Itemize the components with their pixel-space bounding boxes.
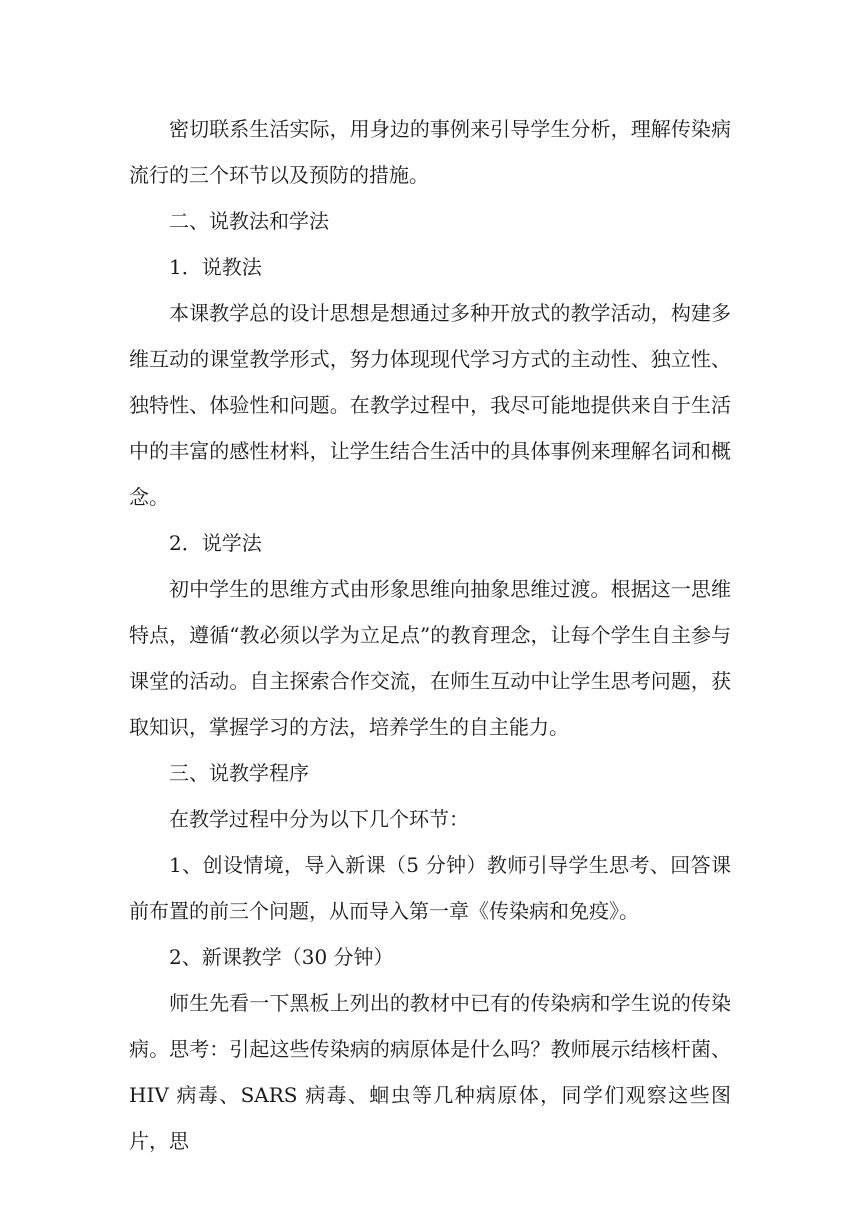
paragraph-procedure-intro: 在教学过程中分为以下几个环节： xyxy=(169,807,469,831)
paragraph-learning-method: 初中学生的思维方式由形象思维向抽象思维过渡。根据这一思维特点，遵循“教必须以学为立足点”的教育理念，让每个学生自主参与课堂的活动。自主探索合作交流，在师生互动中让学生思考问题，获取知识，掌握学习的方法，培养学生的自主能力。 xyxy=(129,577,731,739)
subheading-learning-method: 2．说学法 xyxy=(169,531,262,555)
document-body xyxy=(129,106,731,1164)
paragraph-intro: 密切联系生活实际，用身边的事例来引导学生分析，理解传染病流行的三个环节以及预防的措施。 xyxy=(129,117,731,187)
section-heading-teaching-methods: 二、说教法和学法 xyxy=(169,209,329,233)
paragraph-step-2-heading: 2、新课教学（30 分钟） xyxy=(169,945,394,969)
subheading-teaching-method: 1．说教法 xyxy=(169,255,262,279)
paragraph-step-2-body: 师生先看一下黑板上列出的教材中已有的传染病和学生说的传染病。思考：引起这些传染病的病原体是什么吗？教师展示结核杆菌、HIV 病毒、SARS 病毒、蛔虫等几种病原体，同学们观察这些图片，思 xyxy=(129,991,731,1153)
paragraph-teaching-method: 本课教学总的设计思想是想通过多种开放式的教学活动，构建多维互动的课堂教学形式，努力体现现代学习方式的主动性、独立性、独特性、体验性和问题。在教学过程中，我尽可能地提供来自于生活中的丰富的感性材料，让学生结合生活中的具体事例来理解名词和概念。 xyxy=(129,301,731,509)
paragraph-step-1: 1、创设情境，导入新课（5 分钟）教师引导学生思考、回答课前布置的前三个问题，从而导入第一章《传染病和免疫》。 xyxy=(129,853,731,923)
section-heading-teaching-procedure: 三、说教学程序 xyxy=(169,761,309,785)
